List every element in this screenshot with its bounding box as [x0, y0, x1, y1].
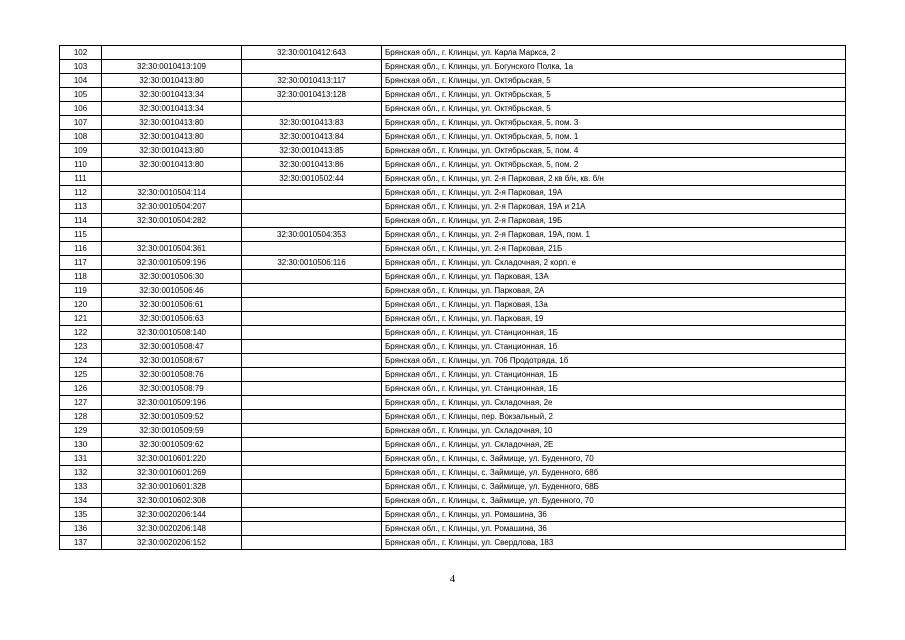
table-row [60, 88, 846, 102]
premises-cadastral-number-cell [242, 452, 382, 466]
premises-cadastral-number-cell: 32:30:0010413:117 [242, 74, 382, 88]
row-number-cell: 107 [60, 116, 102, 130]
premises-cadastral-number-cell [242, 200, 382, 214]
table-row [60, 172, 846, 186]
address-cell: Брянская обл., г. Клинцы, ул. Октябрьская, 5, пом. 3 [382, 116, 846, 130]
table-row [60, 298, 846, 312]
row-number-cell: 129 [60, 424, 102, 438]
row-number-cell: 105 [60, 88, 102, 102]
premises-cadastral-number-cell [242, 536, 382, 550]
cadastral-number-cell: 32:30:0010509:196 [102, 256, 242, 270]
premises-cadastral-number-cell [242, 480, 382, 494]
premises-cadastral-number-cell [242, 102, 382, 116]
table-row [60, 424, 846, 438]
table-row [60, 522, 846, 536]
address-cell: Брянская обл., г. Клинцы, ул. Октябрьская, 5 [382, 74, 846, 88]
table-row [60, 438, 846, 452]
row-number-cell: 109 [60, 144, 102, 158]
cadastral-number-cell: 32:30:0020206:152 [102, 536, 242, 550]
premises-cadastral-number-cell [242, 494, 382, 508]
table-row [60, 466, 846, 480]
cadastral-number-cell: 32:30:0010508:67 [102, 354, 242, 368]
table-row [60, 410, 846, 424]
address-cell: Брянская обл., г. Клинцы, пер. Вокзальный, 2 [382, 410, 846, 424]
table-row [60, 214, 846, 228]
table-row [60, 368, 846, 382]
row-number-cell: 113 [60, 200, 102, 214]
premises-cadastral-number-cell [242, 326, 382, 340]
address-cell: Брянская обл., г. Клинцы, ул. Складочная, 2 корп. е [382, 256, 846, 270]
address-cell: Брянская обл., г. Клинцы, ул. Октябрьская, 5, пом. 4 [382, 144, 846, 158]
address-cell: Брянская обл., г. Клинцы, ул. Октябрьская, 5 [382, 88, 846, 102]
address-cell: Брянская обл., г. Клинцы, ул. 2-я Парковая, 2 кв б/н, кв. б/н [382, 172, 846, 186]
address-cell: Брянская обл., г. Клинцы, ул. Ромашина, 36 [382, 508, 846, 522]
row-number-cell: 120 [60, 298, 102, 312]
premises-cadastral-number-cell: 32:30:0010506:116 [242, 256, 382, 270]
table-row [60, 508, 846, 522]
cadastral-number-cell: 32:30:0020206:144 [102, 508, 242, 522]
row-number-cell: 132 [60, 466, 102, 480]
premises-cadastral-number-cell [242, 298, 382, 312]
address-cell: Брянская обл., г. Клинцы, ул. Складочная, 2Е [382, 438, 846, 452]
cadastral-number-cell: 32:30:0010509:196 [102, 396, 242, 410]
row-number-cell: 117 [60, 256, 102, 270]
cadastral-number-cell: 32:30:0010509:62 [102, 438, 242, 452]
address-cell: Брянская обл., г. Клинцы, ул. Богунского Полка, 1а [382, 60, 846, 74]
cadastral-number-cell: 32:30:0010413:80 [102, 158, 242, 172]
table-row [60, 494, 846, 508]
address-cell: Брянская обл., г. Клинцы, ул. Станционная, 1Б [382, 382, 846, 396]
table-row [60, 144, 846, 158]
cadastral-number-cell [102, 172, 242, 186]
premises-cadastral-number-cell: 32:30:0010413:86 [242, 158, 382, 172]
table-row [60, 116, 846, 130]
premises-cadastral-number-cell: 32:30:0010413:84 [242, 130, 382, 144]
premises-cadastral-number-cell [242, 410, 382, 424]
cadastral-number-cell: 32:30:0010508:140 [102, 326, 242, 340]
row-number-cell: 106 [60, 102, 102, 116]
cadastral-number-cell: 32:30:0010506:63 [102, 312, 242, 326]
cadastral-number-cell: 32:30:0020206:148 [102, 522, 242, 536]
row-number-cell: 134 [60, 494, 102, 508]
row-number-cell: 115 [60, 228, 102, 242]
table-row [60, 158, 846, 172]
row-number-cell: 108 [60, 130, 102, 144]
row-number-cell: 125 [60, 368, 102, 382]
table-row [60, 186, 846, 200]
cadastral-number-cell: 32:30:0010413:80 [102, 144, 242, 158]
table-row [60, 340, 846, 354]
table-row [60, 326, 846, 340]
row-number-cell: 111 [60, 172, 102, 186]
property-table-body [60, 46, 846, 550]
address-cell: Брянская обл., г. Клинцы, с. Займище, ул. Буденного, 68Б [382, 480, 846, 494]
document-page [59, 45, 845, 550]
address-cell: Брянская обл., г. Клинцы, с. Займище, ул. Буденного, 70 [382, 452, 846, 466]
cadastral-number-cell: 32:30:0010506:46 [102, 284, 242, 298]
cadastral-number-cell: 32:30:0010508:47 [102, 340, 242, 354]
address-cell: Брянская обл., г. Клинцы, ул. Станционная, 1б [382, 340, 846, 354]
address-cell: Брянская обл., г. Клинцы, ул. Свердлова, 183 [382, 536, 846, 550]
row-number-cell: 118 [60, 270, 102, 284]
cadastral-number-cell: 32:30:0010601:328 [102, 480, 242, 494]
premises-cadastral-number-cell: 32:30:0010502:44 [242, 172, 382, 186]
table-row [60, 74, 846, 88]
premises-cadastral-number-cell: 32:30:0010412:643 [242, 46, 382, 60]
table-row [60, 396, 846, 410]
row-number-cell: 131 [60, 452, 102, 466]
cadastral-number-cell: 32:30:0010506:30 [102, 270, 242, 284]
cadastral-number-cell: 32:30:0010413:34 [102, 88, 242, 102]
row-number-cell: 137 [60, 536, 102, 550]
row-number-cell: 114 [60, 214, 102, 228]
address-cell: Брянская обл., г. Клинцы, ул. Ромашина, 36 [382, 522, 846, 536]
cadastral-number-cell: 32:30:0010413:80 [102, 74, 242, 88]
table-row [60, 536, 846, 550]
premises-cadastral-number-cell [242, 396, 382, 410]
address-cell: Брянская обл., г. Клинцы, ул. Октябрьская, 5, пом. 1 [382, 130, 846, 144]
premises-cadastral-number-cell [242, 284, 382, 298]
address-cell: Брянская обл., г. Клинцы, ул. Станционная, 1Б [382, 368, 846, 382]
table-row [60, 46, 846, 60]
cadastral-number-cell: 32:30:0010509:52 [102, 410, 242, 424]
premises-cadastral-number-cell: 32:30:0010413:128 [242, 88, 382, 102]
cadastral-number-cell: 32:30:0010413:34 [102, 102, 242, 116]
row-number-cell: 127 [60, 396, 102, 410]
premises-cadastral-number-cell [242, 340, 382, 354]
cadastral-number-cell: 32:30:0010506:61 [102, 298, 242, 312]
address-cell: Брянская обл., г. Клинцы, ул. 2-я Парковая, 19А [382, 186, 846, 200]
premises-cadastral-number-cell [242, 214, 382, 228]
cadastral-number-cell: 32:30:0010413:80 [102, 116, 242, 130]
address-cell: Брянская обл., г. Клинцы, ул. 2-я Парковая, 19А и 21А [382, 200, 846, 214]
table-row [60, 256, 846, 270]
cadastral-number-cell: 32:30:0010504:207 [102, 200, 242, 214]
row-number-cell: 121 [60, 312, 102, 326]
address-cell: Брянская обл., г. Клинцы, ул. Складочная, 10 [382, 424, 846, 438]
row-number-cell: 136 [60, 522, 102, 536]
row-number-cell: 104 [60, 74, 102, 88]
address-cell: Брянская обл., г. Клинцы, ул. Карла Маркса, 2 [382, 46, 846, 60]
cadastral-number-cell: 32:30:0010601:220 [102, 452, 242, 466]
table-row [60, 228, 846, 242]
cadastral-number-cell: 32:30:0010504:361 [102, 242, 242, 256]
premises-cadastral-number-cell: 32:30:0010504:353 [242, 228, 382, 242]
premises-cadastral-number-cell [242, 508, 382, 522]
table-row [60, 452, 846, 466]
cadastral-number-cell: 32:30:0010504:114 [102, 186, 242, 200]
row-number-cell: 103 [60, 60, 102, 74]
row-number-cell: 116 [60, 242, 102, 256]
premises-cadastral-number-cell: 32:30:0010413:85 [242, 144, 382, 158]
table-row [60, 200, 846, 214]
table-row [60, 102, 846, 116]
address-cell: Брянская обл., г. Клинцы, с. Займище, ул. Буденного, 70 [382, 494, 846, 508]
table-row [60, 284, 846, 298]
table-row [60, 480, 846, 494]
table-row [60, 354, 846, 368]
cadastral-number-cell: 32:30:0010413:80 [102, 130, 242, 144]
row-number-cell: 112 [60, 186, 102, 200]
row-number-cell: 126 [60, 382, 102, 396]
row-number-cell: 128 [60, 410, 102, 424]
premises-cadastral-number-cell [242, 354, 382, 368]
address-cell: Брянская обл., г. Клинцы, ул. 2-я Парковая, 21Б [382, 242, 846, 256]
address-cell: Брянская обл., г. Клинцы, ул. Складочная, 2е [382, 396, 846, 410]
table-row [60, 130, 846, 144]
row-number-cell: 130 [60, 438, 102, 452]
address-cell: Брянская обл., г. Клинцы, ул. 2-я Парковая, 19Б [382, 214, 846, 228]
cadastral-number-cell: 32:30:0010508:79 [102, 382, 242, 396]
row-number-cell: 124 [60, 354, 102, 368]
table-row [60, 382, 846, 396]
row-number-cell: 133 [60, 480, 102, 494]
premises-cadastral-number-cell [242, 424, 382, 438]
address-cell: Брянская обл., г. Клинцы, ул. Парковая, 19 [382, 312, 846, 326]
premises-cadastral-number-cell [242, 466, 382, 480]
premises-cadastral-number-cell [242, 368, 382, 382]
table-row [60, 60, 846, 74]
address-cell: Брянская обл., г. Клинцы, ул. Парковая, 2А [382, 284, 846, 298]
row-number-cell: 110 [60, 158, 102, 172]
cadastral-number-cell: 32:30:0010504:282 [102, 214, 242, 228]
address-cell: Брянская обл., г. Клинцы, ул. Октябрьская, 5, пом. 2 [382, 158, 846, 172]
premises-cadastral-number-cell [242, 438, 382, 452]
row-number-cell: 119 [60, 284, 102, 298]
address-cell: Брянская обл., г. Клинцы, ул. 706 Продотряда, 1б [382, 354, 846, 368]
cadastral-number-cell: 32:30:0010508:76 [102, 368, 242, 382]
premises-cadastral-number-cell [242, 522, 382, 536]
cadastral-number-cell: 32:30:0010413:109 [102, 60, 242, 74]
row-number-cell: 123 [60, 340, 102, 354]
premises-cadastral-number-cell: 32:30:0010413:83 [242, 116, 382, 130]
address-cell: Брянская обл., г. Клинцы, с. Займище, ул. Буденного, 68б [382, 466, 846, 480]
address-cell: Брянская обл., г. Клинцы, ул. Октябрьская, 5 [382, 102, 846, 116]
cadastral-number-cell [102, 46, 242, 60]
cadastral-number-cell: 32:30:0010602:308 [102, 494, 242, 508]
premises-cadastral-number-cell [242, 270, 382, 284]
table-row [60, 242, 846, 256]
row-number-cell: 135 [60, 508, 102, 522]
cadastral-number-cell: 32:30:0010601:269 [102, 466, 242, 480]
address-cell: Брянская обл., г. Клинцы, ул. Станционная, 1Б [382, 326, 846, 340]
page-number: 4 [449, 573, 456, 585]
address-cell: Брянская обл., г. Клинцы, ул. 2-я Парковая, 19А, пом. 1 [382, 228, 846, 242]
address-cell: Брянская обл., г. Клинцы, ул. Парковая, 13а [382, 298, 846, 312]
address-cell: Брянская обл., г. Клинцы, ул. Парковая, 13А [382, 270, 846, 284]
row-number-cell: 102 [60, 46, 102, 60]
premises-cadastral-number-cell [242, 242, 382, 256]
premises-cadastral-number-cell [242, 60, 382, 74]
table-row [60, 312, 846, 326]
premises-cadastral-number-cell [242, 186, 382, 200]
cadastral-number-cell: 32:30:0010509:59 [102, 424, 242, 438]
premises-cadastral-number-cell [242, 382, 382, 396]
row-number-cell: 122 [60, 326, 102, 340]
premises-cadastral-number-cell [242, 312, 382, 326]
cadastral-number-cell [102, 228, 242, 242]
property-table [59, 45, 846, 550]
table-row [60, 270, 846, 284]
